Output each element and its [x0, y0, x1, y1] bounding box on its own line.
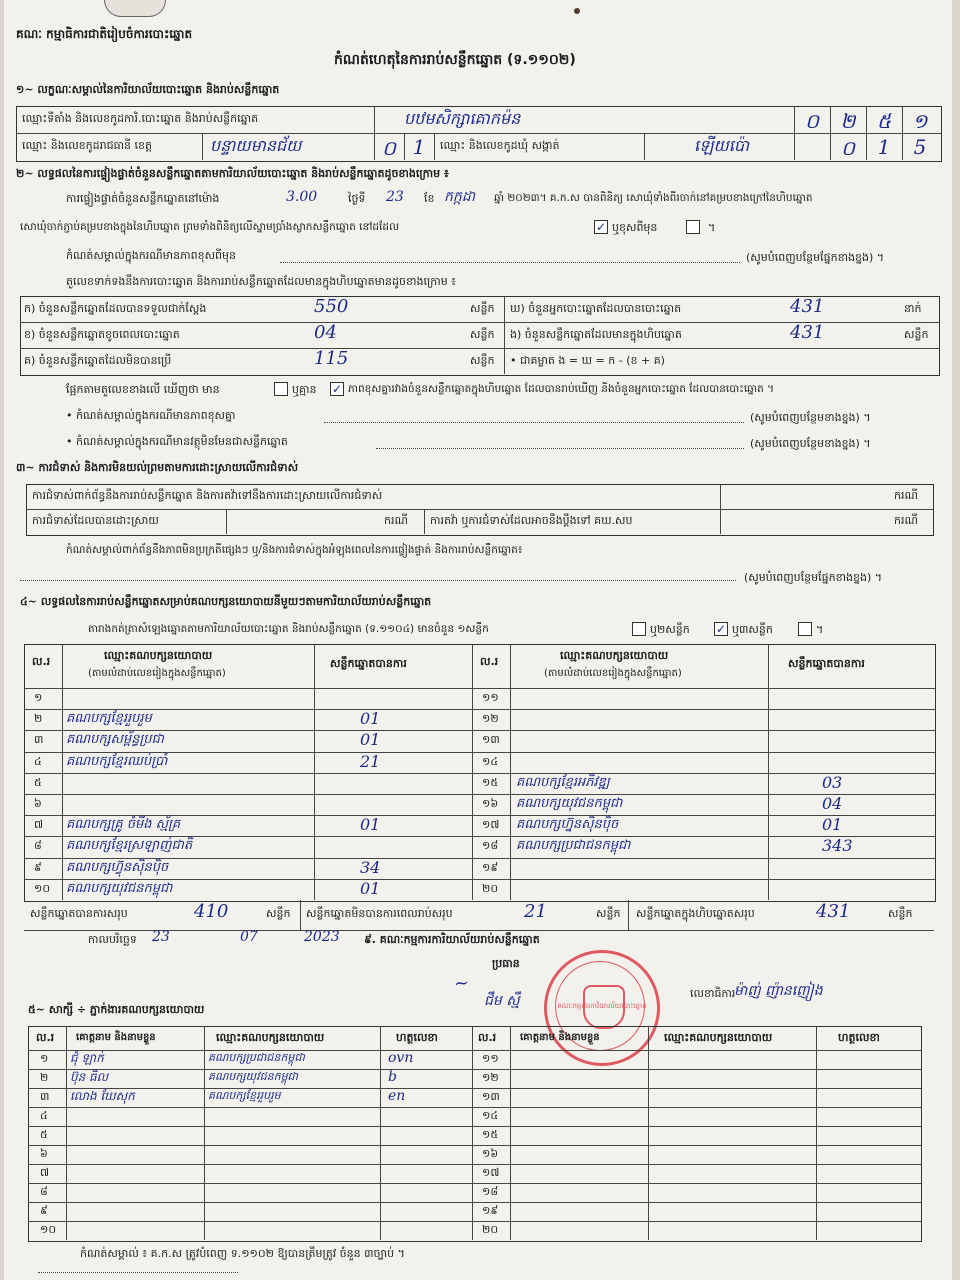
diff-text-c: ភាពខុសគ្នារវាងចំនួនសន្លឹកឆ្នោតក្នុងហិបឆ្នោត ដែលបានរាប់ឃើញ និងចំនួនអ្នកបោះឆ្នោត ដែលបានបោះឆ្នោត ។	[348, 383, 775, 395]
section1-heading: ១~ លក្ខណៈសម្គាល់នៃការិយាល័យបោះឆ្នោត និងរាប់សន្លឹកឆ្នោត	[16, 83, 280, 96]
result-row-no: ១៤	[482, 754, 499, 768]
witness-row-party: គណបក្សខ្មែររួបរួម	[208, 1089, 281, 1102]
verify-time: 3.00	[286, 189, 318, 205]
witness-row-party: គណបក្សយុវជនកម្ពុជា	[208, 1070, 299, 1083]
witness-row-signature: ovn	[388, 1050, 414, 1066]
rule	[24, 688, 935, 689]
result-row-no: ១២	[482, 712, 499, 726]
diff-note: • កំណត់សម្គាល់ក្នុងករណីមានភាពខុសគ្នា	[66, 409, 236, 422]
location-value: បឋមសិក្សាគោកម៉ន	[404, 109, 521, 128]
witness-row-party: គណបក្សប្រជាជនកម្ពុជា	[208, 1051, 305, 1064]
witness-col-no-left: ល.រ	[36, 1031, 55, 1044]
row-rule	[24, 858, 935, 859]
objection-row2-label: ការជំទាស់ដែលបានដោះស្រាយ	[32, 514, 159, 527]
rule	[20, 580, 736, 581]
total-invalid-value: 21	[524, 901, 547, 922]
result-row-votes: 03	[822, 772, 843, 792]
col-party-right: ឈ្មោះគណបក្សនយោបាយ	[560, 649, 669, 662]
form-title: កំណត់ហេតុនៃការរាប់សន្លឹកឆ្នោត (ទ.១១០២)	[334, 52, 576, 68]
col-party-left: ឈ្មោះគណបក្សនយោបាយ	[104, 649, 213, 662]
changed-label: ឬខុសពីមុន	[612, 221, 658, 234]
witness-row-no: ១០	[40, 1223, 57, 1236]
witness-row-no: ៥	[40, 1128, 48, 1141]
witness-col-name-left: គោត្តនាម និងនាមខ្លួន	[76, 1032, 156, 1043]
ngo-value: 431	[790, 322, 825, 343]
changed-checkbox[interactable]	[686, 220, 700, 234]
rule	[28, 1050, 921, 1051]
secretary-label: លេខាធិការ	[690, 987, 736, 1000]
objection-row1-unit: ករណី	[894, 489, 918, 502]
verify-day: 23	[386, 189, 404, 205]
location-label: ឈ្មោះទីតាំង និងលេខកូដការិ.បោះឆ្នោត និងរាប់សន្លឹកឆ្នោត	[22, 112, 259, 125]
gha-unit: នាក់	[904, 302, 922, 315]
rule	[628, 900, 629, 930]
witness-row-no: ១៥	[482, 1128, 499, 1141]
location-code-3: ៥	[876, 109, 892, 133]
result-row-votes: 04	[822, 794, 843, 813]
witness-col-sig-right: ហត្ថលេខា	[838, 1031, 880, 1044]
objection-hint: (សូមបំពេញបន្ថែមផ្នែកខាងខ្នង) ។	[744, 571, 883, 584]
result-row-no: ១៧	[482, 818, 500, 832]
form-sheet	[4, 0, 952, 1280]
missing-note: • កំណត់សម្គាល់ក្នុងករណីមានវត្ថុមិនមែនជាសន្លឹកឆ្នោត	[66, 435, 288, 448]
rule	[866, 106, 867, 160]
witness-row-signature: b	[388, 1069, 397, 1085]
result-row-no: ៩	[34, 860, 42, 874]
col-votes-right: សន្លឹកឆ្នោតបានការ	[788, 657, 865, 670]
rule	[424, 509, 425, 534]
witness-row-no: ១	[40, 1052, 49, 1065]
witness-col-party-right: ឈ្មោះគណបក្សនយោបាយ	[664, 1031, 773, 1044]
row-rule	[28, 1221, 921, 1222]
witness-row-no: ១២	[482, 1071, 499, 1084]
province-value: បន្ទាយមានជ័យ	[210, 136, 302, 155]
witness-row-no: ១៨	[482, 1185, 499, 1198]
pin-dot	[574, 8, 580, 14]
kha-value: 04	[314, 322, 337, 343]
rule	[38, 1272, 238, 1273]
verify-line2: សោឃុំចាក់ភ្ជាប់គម្របខាងក្នុងនៃហិបឆ្នោត ព្រមទាំងពិនិត្យលើស្នាមប្រាំងស្លាកសន្លឹកឆ្នោត នៅដដែល	[20, 221, 400, 233]
result-row-votes: 01	[360, 730, 381, 750]
commune-code-2: 1	[877, 135, 891, 159]
prior-note-hint: (សូមបំពេញបន្ថែមផ្នែកខាងខ្នង) ។	[746, 251, 885, 264]
rule	[20, 348, 939, 349]
rule	[376, 448, 744, 449]
gha-label: ឃ) ចំនួនអ្នកបោះឆ្នោតដែលបានបោះឆ្នោត	[510, 302, 682, 315]
result-row-party: គណបក្សខ្មែរឈប់ប្រាំ	[66, 753, 168, 769]
verify-line-rest: ឆ្នាំ ២០២៣។ គ.ក.ស បានពិនិត្យ សោឃុំទាំងពីរចាក់នៅគម្របខាងក្រៅនៃហិបឆ្នោត	[494, 192, 813, 204]
kha-label: ខ) ចំនួនសន្លឹកឆ្នោតខូចពេលបោះឆ្នោត	[24, 328, 180, 341]
rule	[380, 1026, 381, 1240]
objection-row2-unit: ករណី	[384, 514, 408, 527]
footnote: កំណត់សម្គាល់ ៖ គ.ក.ស ត្រូវបំពេញ ទ.១១០២ ឱ្យបានត្រឹមត្រូវ ចំនួន ៣ច្បាប់ ។	[80, 1247, 405, 1260]
date-day: 23	[152, 929, 170, 945]
chair-label: ប្រធាន	[492, 957, 520, 970]
witness-col-party-left: ឈ្មោះគណបក្សនយោបាយ	[216, 1031, 325, 1044]
ngo-label: ង) ចំនួនសន្លឹកឆ្នោតដែលមានក្នុងហិបឆ្នោត	[510, 328, 682, 341]
result-row-no: ១៦	[482, 797, 499, 810]
witness-row-no: ៣	[40, 1090, 50, 1103]
rule	[202, 133, 203, 160]
total-box-value: 431	[816, 901, 851, 922]
witness-row-no: ១៣	[482, 1090, 500, 1103]
commune-label: ឈ្មោះ និងលេខកូដឃុំ សង្កាត់	[440, 139, 560, 152]
rule	[324, 422, 744, 423]
result-row-party: គណបក្សប្រជាជនកម្ពុជា	[516, 838, 631, 854]
secretary-name: ម៉ាញ់ ញ៉ានញៀង	[734, 983, 823, 999]
rule	[472, 1026, 473, 1240]
result-row-party: គណបក្សខ្មែររួបរួម	[66, 711, 152, 727]
ngo-unit: សន្លឹក	[904, 328, 929, 341]
row-rule	[24, 773, 935, 774]
witness-row-no: ៤	[40, 1109, 48, 1122]
section3-heading: ៣~ ការជំទាស់ និងការមិនយល់ព្រមតាមការដោះស្រាយលើការជំទាស់	[16, 461, 299, 474]
row-rule	[24, 879, 935, 880]
rule	[374, 106, 375, 133]
row-rule	[28, 1069, 921, 1070]
objection-row1-label: ការជំទាស់ពាក់ព័ន្ធនឹងការរាប់សន្លឹកឆ្នោត និងការតវ៉ាទៅនឹងការដោះស្រាយលើការជំទាស់	[32, 489, 383, 502]
two-sheet-label: ឬ២សន្លឹក	[650, 623, 690, 636]
verify-line-start: ការផ្ទៀងផ្ទាត់ចំនួនសន្លឹកឆ្នោតនៅម៉ោង	[66, 192, 220, 205]
row-rule	[28, 1107, 921, 1108]
result-row-party: គណបក្សហ៊្វុនស៊ិនប៉ិច	[66, 859, 169, 875]
result-row-no: ២០	[482, 881, 499, 895]
section5-heading: ៥~ សាក្សី ÷ ភ្នាក់ងារគណបក្សនយោបាយ	[28, 1003, 205, 1016]
result-row-votes: 21	[360, 751, 381, 771]
total-invalid-label: សន្លឹកឆ្នោតមិនបានការពេលរាប់សរុប	[306, 907, 453, 920]
total-invalid-unit: សន្លឹក	[596, 907, 621, 920]
result-row-no: ៨	[34, 839, 42, 853]
rule	[504, 296, 505, 374]
stamp-text: គណៈកម្មការការិយាល័យបោះឆ្នោត	[557, 1002, 647, 1010]
formula: • ជាគម្លាត ង = ឃ = ក - (ខ + គ)	[510, 354, 665, 367]
rule	[816, 1026, 817, 1240]
witness-row-no: ៦	[40, 1147, 48, 1160]
chair-signature: ~	[452, 972, 471, 995]
result-row-votes: 01	[360, 878, 381, 898]
result-row-votes: 01	[822, 815, 843, 835]
commune-value: ឡើយប៉ោ	[694, 136, 750, 155]
rule	[902, 106, 903, 160]
witness-row-no: ១៩	[482, 1204, 499, 1217]
location-code-2: ២	[840, 109, 856, 133]
one-sheet-checkbox[interactable]	[632, 622, 646, 636]
diff-text-a: ផ្អែកតាមតួលេខខាងលើ ឃើញថា មាន	[66, 383, 220, 396]
result-row-no: ១៩	[482, 860, 499, 874]
line-end: ។	[708, 221, 716, 234]
diff-no-checkbox[interactable]: ✓	[331, 382, 343, 396]
result-row-party: គណបក្សយុវជនកម្ពុជា	[516, 796, 623, 811]
result-row-no: ៦	[34, 797, 42, 810]
witness-row-no: ៨	[40, 1185, 48, 1198]
verify-month-label: ខែ	[424, 192, 435, 205]
total-valid-label: សន្លឹកឆ្នោតបានការសរុប	[30, 907, 128, 920]
result-row-no: ១០	[34, 881, 51, 895]
total-box-unit: សន្លឹក	[888, 907, 913, 920]
section4-heading: ៤~ លទ្ធផលនៃការរាប់សន្លឹកឆ្នោតសម្រាប់គណបក្សនយោបាយនីមួយៗតាមការិយាល័យរាប់សន្លឹកឆ្នោត	[20, 595, 432, 608]
same-checkbox[interactable]: ✓	[595, 220, 607, 234]
result-row-party: គណបក្សហ្វ៊ុនស៊ិនប៉ិច	[516, 817, 619, 833]
rule	[226, 509, 227, 534]
rule	[434, 133, 435, 160]
result-row-party: គណបក្សខ្មែរស្រឡាញ់ជាតិ	[66, 838, 193, 854]
witness-row-no: ២០	[482, 1223, 499, 1236]
location-code-1: ០	[804, 109, 820, 133]
witness-row-no: ១៦	[482, 1147, 499, 1160]
rule	[26, 509, 933, 510]
result-row-votes: 01	[360, 709, 381, 729]
three-sheet-checkbox[interactable]	[798, 622, 812, 636]
diff-text-b: ឬគ្មាន	[292, 383, 317, 396]
witness-row-name: ប៊ុន ធិល	[70, 1070, 109, 1084]
ko-value: 115	[314, 348, 349, 369]
row-rule	[24, 752, 935, 753]
witness-row-name: ជុំ ឡាក់	[70, 1051, 104, 1065]
total-box-label: សន្លឹកឆ្នោតក្នុងហិបឆ្នោតសរុប	[636, 907, 755, 920]
gha-value: 431	[790, 296, 825, 317]
counts-intro: តួលេខទាក់ទងនឹងការបោះឆ្នោត និងការរាប់សន្លឹកឆ្នោតដែលមានក្នុងហិបឆ្នោតមានដូចខាងក្រោម ៖	[66, 275, 457, 288]
witness-table	[28, 1026, 922, 1242]
witness-row-no: ១៧	[482, 1166, 500, 1179]
witness-row-name: លោង ឃែសុក	[70, 1089, 135, 1103]
witness-row-no: ១១	[482, 1052, 499, 1065]
date-label: កាលបរិច្ឆេទ	[88, 933, 137, 946]
result-row-votes: 34	[360, 857, 381, 877]
row-rule	[28, 1202, 921, 1203]
emblem-logo	[104, 0, 166, 17]
ka-value: 550	[314, 296, 349, 317]
rule	[510, 1026, 511, 1240]
result-row-no: ១១	[482, 691, 499, 704]
rule	[830, 106, 831, 160]
result-row-no: ៣	[34, 733, 44, 747]
witness-row-signature: en	[388, 1088, 406, 1104]
date-month: 07	[240, 929, 258, 945]
kha-unit: សន្លឹក	[470, 328, 495, 341]
two-sheet-checkbox[interactable]: ✓	[715, 622, 727, 636]
witness-row-no: ២	[40, 1071, 49, 1084]
committee-name: គណៈ កម្មាធិការជាតិរៀបចំការបោះឆ្នោត	[16, 27, 193, 41]
result-row-no: ១៨	[482, 839, 499, 853]
result-row-no: ១៥	[482, 775, 499, 789]
witness-row-no: ១៤	[482, 1109, 499, 1122]
objection-row2-label2: ការតវ៉ា ឬការជំទាស់ដែលអាចនឹងប្តឹងទៅ គឃ.សប	[430, 514, 633, 527]
province-code-2: 1	[412, 135, 426, 159]
result-row-no: ២	[34, 712, 43, 726]
row-rule	[28, 1145, 921, 1146]
rule	[794, 106, 795, 160]
commune-code-1: ០	[840, 136, 856, 160]
ko-unit: សន្លឹក	[470, 354, 495, 367]
diff-yes-checkbox[interactable]	[274, 382, 288, 396]
rule	[204, 1026, 205, 1240]
result-row-party: គណបក្សសម្ព័ន្ធប្រជា	[66, 732, 164, 748]
result-row-votes: 01	[360, 815, 381, 835]
result-row-no: ៤	[34, 754, 42, 768]
missing-hint: (សូមបំពេញបន្ថែមខាងខ្នង) ។	[750, 437, 871, 450]
witness-row-no: ៧	[40, 1166, 50, 1179]
witness-col-name-right: គោត្តនាម និងនាមខ្លួន	[520, 1032, 600, 1043]
col-party-sub-left: (តាមលំដាប់លេខរៀងក្នុងសន្លឹកឆ្នោត)	[88, 668, 226, 679]
result-row-votes: 343	[822, 836, 853, 856]
rule	[644, 133, 645, 160]
ka-unit: សន្លឹក	[470, 302, 495, 315]
result-row-party: គណបក្សគ្រូ ចំមីង ស្ម័គ្រ	[66, 817, 181, 833]
rule	[648, 1026, 649, 1240]
date-year: 2023	[304, 929, 340, 945]
row-rule	[28, 1183, 921, 1184]
result-row-no: ៥	[34, 775, 42, 789]
row-rule	[24, 709, 935, 710]
row-rule	[28, 1088, 921, 1089]
rule	[720, 484, 721, 534]
col-no-left: ល.រ	[32, 655, 51, 668]
witness-col-sig-left: ហត្ថលេខា	[396, 1031, 438, 1044]
row-rule	[28, 1126, 921, 1127]
result-row-party: គណបក្សយុវជនកម្ពុជា	[66, 880, 173, 896]
committee-signoff: ៩. គណៈកម្មការការិយាល័យរាប់សន្លឹកឆ្នោត	[364, 933, 540, 946]
verify-day-label: ថ្ងៃទី	[348, 192, 366, 205]
objection-row2-unit2: ករណី	[894, 514, 918, 527]
objection-note: កំណត់សម្គាល់ពាក់ព័ន្ធនឹងភាពមិនប្រក្រតីផ្សេងៗ ឬ/និងការជំទាស់ក្នុងអំឡុងពេលនៃការផ្ទៀងផ្ទាត់ និងការរាប់សន្លឹកឆ្នោត៖	[66, 544, 523, 556]
col-votes-left: សន្លឹកឆ្នោតបានការ	[330, 657, 407, 670]
rule	[280, 262, 740, 263]
chair-name: ជឹម ស្មឹ	[484, 993, 520, 1009]
result-row-party: គណបក្សខ្មែរអភិវឌ្ឍ	[516, 774, 610, 790]
tally-intro: តារាងកត់ត្រាសំឡេងឆ្នោតតាមការិយាល័យបោះឆ្នោត និងរាប់សន្លឹកឆ្នោត (ទ.១១០៤) មានចំនួន ១សន្លឹក	[88, 623, 489, 635]
result-row-no: ៧	[34, 818, 44, 832]
verify-month: កក្កដា	[444, 189, 476, 205]
line-end: ។	[816, 623, 824, 636]
rule	[300, 900, 301, 930]
col-no-right: ល.រ	[480, 655, 499, 668]
province-code-1: ០	[381, 136, 397, 160]
ko-label: គ) ចំនួនសន្លឹកឆ្នោតដែលមិនបានប្រើ	[24, 354, 172, 367]
location-code-4: ១	[912, 109, 928, 133]
total-valid-value: 410	[194, 901, 229, 922]
three-sheet-label: ឬ៣សន្លឹក	[732, 623, 773, 636]
col-party-sub-right: (តាមលំដាប់លេខរៀងក្នុងសន្លឹកឆ្នោត)	[544, 668, 682, 679]
prior-note-label: កំណត់សម្គាល់ក្នុងករណីមានភាពខុសពីមុន	[66, 249, 236, 262]
result-row-no: ១៣	[482, 733, 500, 747]
rule	[66, 1026, 67, 1240]
row-rule	[28, 1164, 921, 1165]
result-row-no: ១	[34, 691, 43, 704]
section2-heading: ២~ លទ្ធផលនៃការផ្ទៀងផ្ទាត់ចំនួនសន្លឹកឆ្នោតតាមការិយាល័យបោះឆ្នោត និងរាប់សន្លឹកឆ្នោតដូចខាងក្រោម ៖	[16, 167, 449, 180]
commune-code-3: 5	[913, 135, 927, 159]
diff-hint: (សូមបំពេញបន្ថែមខាងខ្នង) ។	[750, 411, 871, 424]
witness-col-no-right: ល.រ	[478, 1031, 497, 1044]
province-label: ឈ្មោះ និងលេខកូដរាជធានី ខេត្ត	[22, 139, 152, 152]
total-valid-unit: សន្លឹក	[266, 907, 291, 920]
row-rule	[24, 794, 935, 795]
witness-row-no: ៩	[40, 1204, 48, 1217]
ka-label: ក) ចំនួនសន្លឹកឆ្នោតដែលបានទទួលជាក់ស្តែង	[24, 302, 207, 315]
